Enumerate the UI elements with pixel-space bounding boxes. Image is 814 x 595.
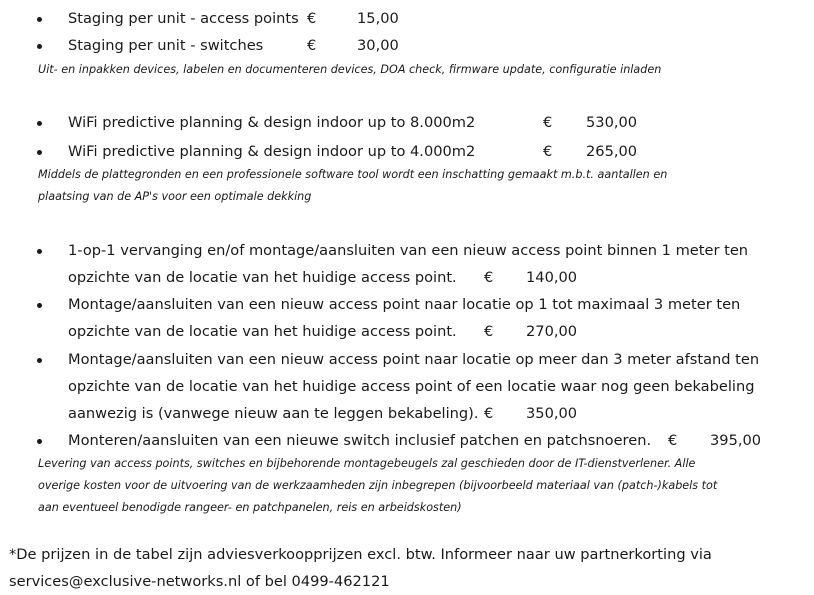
wifi-note-line: Middels de plattegronden en een professionele software tool wordt een inschatting gemaakt m.b.t. aantallen en xyxy=(38,168,668,181)
installation-note-line: aan eventueel benodigde rangeer- en patchpanelen, reis en arbeidskosten) xyxy=(38,501,462,514)
currency-symbol: € xyxy=(668,432,678,449)
item-label: WiFi predictive planning & design indoor up to 8.000m2 xyxy=(68,114,476,131)
item-price: 15,00 xyxy=(357,10,399,27)
currency-symbol: € xyxy=(543,114,553,131)
footer-contact: services@exclusive-networks.nl of bel 0499-462121 xyxy=(9,573,390,590)
bullet-icon xyxy=(37,44,42,49)
item-price: 30,00 xyxy=(357,37,399,54)
item-label: Staging per unit - access points xyxy=(68,10,299,27)
list-item-line: opzichte van de locatie van het huidige access point. xyxy=(68,323,457,340)
item-price: 140,00 xyxy=(526,269,578,286)
bullet-icon xyxy=(37,303,42,308)
list-item-line: Montage/aansluiten van een nieuw access point naar locatie op meer dan 3 meter afstand ten xyxy=(68,351,760,368)
bullet-icon xyxy=(37,150,42,155)
item-label: Staging per unit - switches xyxy=(68,37,264,54)
installation-note-line: overige kosten voor de uitvoering van de werkzaamheden zijn inbegrepen (bijvoorbeeld materiaal van (patch-)kabels tot xyxy=(38,479,718,492)
currency-symbol: € xyxy=(484,405,494,422)
bullet-icon xyxy=(37,249,42,254)
list-item-line: Montage/aansluiten van een nieuw access point naar locatie op 1 tot maximaal 3 meter ten xyxy=(68,296,741,313)
list-item xyxy=(68,10,299,28)
item-price: 395,00 xyxy=(710,432,762,449)
item-price: 265,00 xyxy=(586,143,638,160)
list-item-line: opzichte van de locatie van het huidige access point of een locatie waar nog geen bekabeling xyxy=(68,378,755,395)
currency-symbol: € xyxy=(543,143,553,160)
item-label: WiFi predictive planning & design indoor up to 4.000m2 xyxy=(68,143,476,160)
bullet-icon xyxy=(37,17,42,22)
currency-symbol: € xyxy=(484,323,494,340)
staging-note: Uit- en inpakken devices, labelen en documenteren devices, DOA check, firmware update, configuratie inladen xyxy=(38,63,662,76)
currency-symbol: € xyxy=(484,269,494,286)
list-item xyxy=(68,114,475,132)
item-price: 530,00 xyxy=(586,114,638,131)
list-item-line: Monteren/aansluiten van een nieuwe switch inclusief patchen en patchsnoeren. xyxy=(68,432,652,449)
currency-symbol: € xyxy=(307,10,317,27)
bullet-icon xyxy=(37,439,42,444)
wifi-note-line: plaatsing van de AP's voor een optimale dekking xyxy=(38,190,312,203)
list-item-line: opzichte van de locatie van het huidige access point. xyxy=(68,269,457,286)
list-item-line: aanwezig is (vanwege nieuw aan te leggen bekabeling). xyxy=(68,405,479,422)
installation-note-line: Levering van access points, switches en bijbehorende montagebeugels zal geschieden door de IT-dienstverlener. Alle xyxy=(38,457,696,470)
item-price: 350,00 xyxy=(526,405,578,422)
footer-disclaimer: *De prijzen in de tabel zijn adviesverkoopprijzen excl. btw. Informeer naar uw partnerkorting via xyxy=(9,546,712,563)
list-item-line: 1-op-1 vervanging en/of montage/aansluiten van een nieuw access point binnen 1 meter ten xyxy=(68,242,749,259)
list-item xyxy=(68,143,475,161)
bullet-icon xyxy=(37,358,42,363)
bullet-icon xyxy=(37,121,42,126)
currency-symbol: € xyxy=(307,37,317,54)
list-item xyxy=(68,37,263,55)
item-price: 270,00 xyxy=(526,323,578,340)
